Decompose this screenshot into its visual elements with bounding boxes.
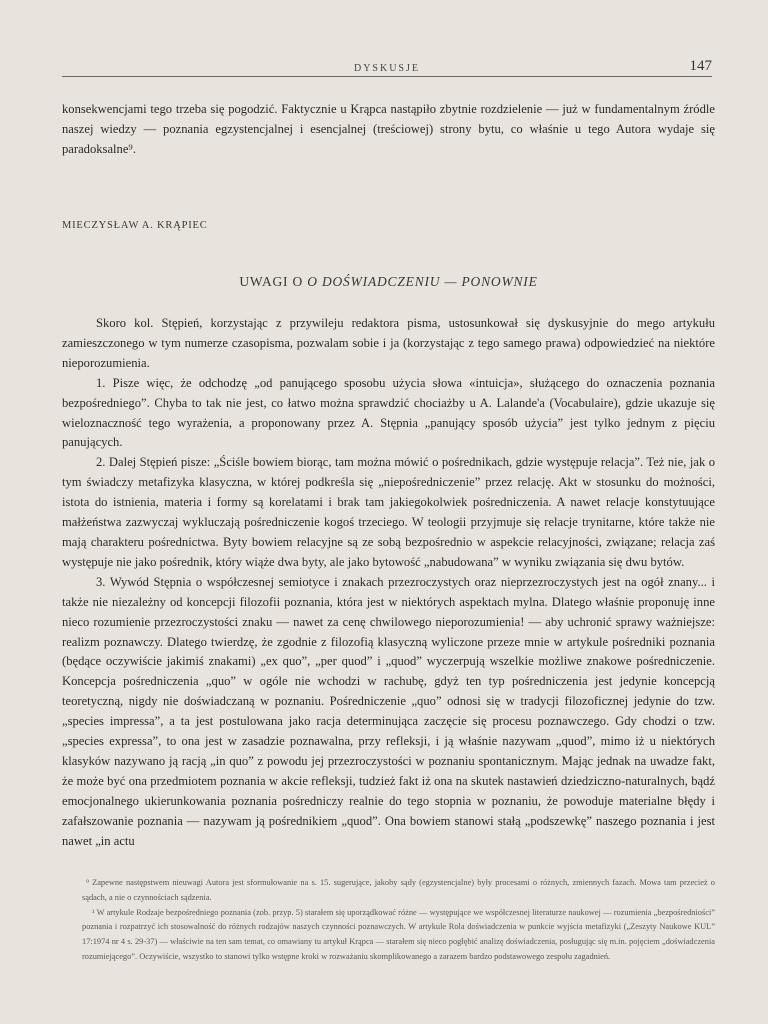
section-title: DYSKUSJE (353, 63, 420, 74)
paragraph: 1. Pisze więc, że odchodzę „od panującego sposobu użycia słowa «intuicja», służącego do oznaczenia poznania bezpośredniego”. Chyba to tak nie jest, co łatwo można sprawdzić chociażby u A. Lalande'a (Vocabulaire), gdzie ukazuje się wieloznaczność tego wyrażenia, a proponowany przez A. Stępnia „panujący sposób użycia” jest tylko jednym z pięciu panujących. (62, 375, 715, 450)
article-title-emphasis: O DOŚWIADCZENIU — PONOWNIE (307, 274, 538, 289)
header-divider (62, 76, 712, 77)
footnote: ¹ W artykule Rodzaje bezpośredniego poznania (zob. przyp. 5) starałem się uporządkować różne — występujące we współczesnej literaturze naukowej — rozumienia „bezpośredniości” poznania i rozpatrzyć ich stosowalność do różnych rodzajów naszych czynności poznawczych. W artykule Rola doświadczenia w punkcie wyjścia metafizyki („Zeszyty Naukowe KUL” 17:1974 nr 4 s. 29-37) — właściwie na ten sam temat, co omawiany tu artykuł Krąpca — starałem się nieco pogłębić analizę doświadczenia, posługując się m.in. pojęciem „doświadczenia rozumiejącego”. Oczywiście, wszystko to stanowi tylko wstępne kroki w rozważaniu skomplikowanego a zarazem bardzo podstawowego zespołu zagadnień. (82, 907, 715, 961)
paragraph: konsekwencjami tego trzeba się pogodzić. Faktycznie u Krąpca nastąpiło zbytnie rozdzielenie — już w fundamentalnym źródle naszej wiedzy — poznania egzystencjalnej i esencjalnej (treściowej) strony bytu, co właśnie u tego Autora wydaje się paradoksalne⁹. (62, 102, 715, 156)
paragraph: Skoro kol. Stępień, korzystając z przywileju redaktora pisma, ustosunkował się dyskusyjnie do mego artykułu zamieszczonego w tym numerze czasopisma, pozwalam sobie i ja (korzystając z tego samego prawa) odpowiedzieć na niektóre nieporozumienia. (62, 316, 715, 370)
page-number: 147 (689, 58, 712, 74)
article-title-prefix: UWAGI O (239, 274, 308, 289)
paragraph: 2. Dalej Stępień pisze: „Ściśle bowiem biorąc, tam można mówić o pośrednikach, gdzie występuje relacja”. Też nie, jak o tym świadczy metafizyka klasyczna, w której podkreśla się „niepośredniczenie” przez relację. Akt w stosunku do możności, istota do istnienia, materia i formy są korelatami i brak tam jakiegokolwiek pośredniczenia. A nawet relacje konstytuujące małżeństwa zazwyczaj wykluczają pośredniczenie kogoś trzeciego. W teologii przyjmuje się relacje trynitarne, które także nie mają charakteru pośrednictwa. Byty bowiem relacyjne są ze sobą bezpośrednio w aspekcie relacyjności, związane; relacja zaś występuje nie jako pośrednik, który wiąże dwa byty, ale jako bytowość „nabudowana” w wyniku związania się dwu bytów. (62, 455, 715, 569)
footnote: ⁹ Zapewne następstwem nieuwagi Autora jest sformułowanie na s. 15. sugerujące, jakoby sądy (egzystencjalne) były procesami o różnych, zmiennych fazach. Mowa tam przecież o sądach, a nie o czynnościach sądzenia. (82, 878, 715, 902)
footnotes (82, 876, 715, 965)
intro-paragraph (62, 100, 715, 160)
article-author: MIECZYSŁAW A. KRĄPIEC (62, 220, 208, 231)
paragraph: 3. Wywód Stępnia o współczesnej semiotyce i znakach przezroczystych oraz nieprzezroczystych jest na ogół znany... i także nie niezależny od koncepcji filozofii poznania, która jest w niektórych aspektach mylna. Dlatego właśnie proponuję inne nieco rozumienie przezroczystości znaku — nawet za cenę chwilowego nieporozumienia! — aby uchronić sprawy ważniejsze: realizm poznawczy. Dlatego twierdzę, że zgodnie z filozofią klasyczną wyliczone przeze mnie w artykule pośredniki poznania (będące oczywiście jakimiś znakami) „ex quo”, „per quod” i „quod” wyczerpują wszelkie możliwe znakowe pośredniczenie. Koncepcja pośredniczenia „quo” w ogóle nie wchodzi w rachubę, gdyż ten typ pośredniczenia jest jedynie koncepcją teoretyczną, nigdy nie doświadczaną w poznaniu. Pośredniczenie „quo” odnosi się w tradycji filozoficznej jedynie do tzw. „species impressa”, a ta jest postulowana jako racja determinująca zaczęcie się procesu poznawczego. Gdy chodzi o tzw. „species expressa”, to ona jest w zasadzie poznawalna, przy refleksji, i ją właśnie nazywam „quod”, mimo iż u niektórych klasyków nazywano ją racją „in quo” z powodu jej przezroczystości w poznaniu spontanicznym. Mając jednak na uwadze fakt, że może być ona przedmiotem poznania w akcie refleksji, tudzież fakt iż ona na skutek nastawień dziedziczno-naturalnych, bądź emocjonalnego ukierunkowania poznania pośredniczy realnie do tego stopnia w poznaniu, że powoduje materialne błędy i zafałszowanie poznania — nazywam ją pośrednikiem „quod”. Ona bowiem stanowi stałą „podszewkę” naszego poznania i jest nawet „in actu (62, 574, 715, 848)
article-title (62, 274, 715, 290)
article-body (62, 314, 715, 851)
